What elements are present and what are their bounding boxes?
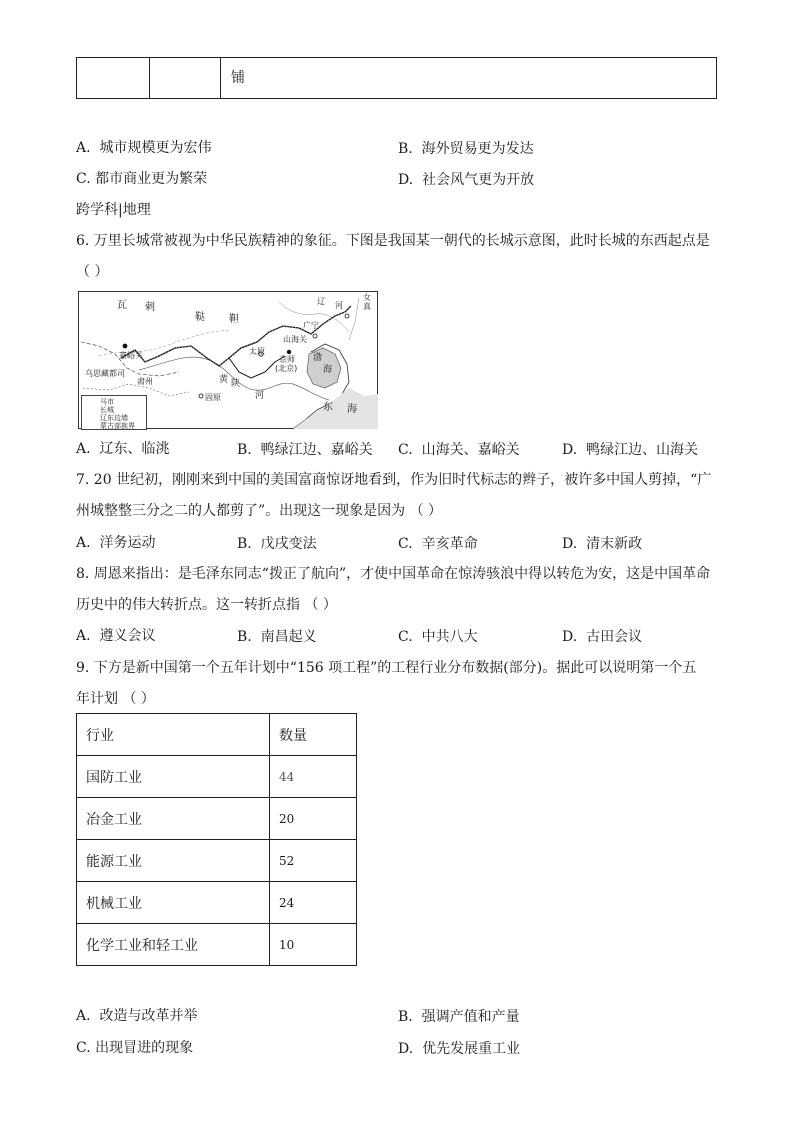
table-cell: 冶金工业: [77, 798, 270, 840]
q6-option-a: A. 辽东、临洮: [76, 441, 170, 457]
map-label: 山海关: [283, 335, 307, 344]
top-table-fragment: [76, 57, 717, 99]
section-tag: 跨学科|地理: [76, 202, 151, 218]
q7-option-c: C. 辛亥革命: [398, 536, 478, 552]
q8-stem-line2: 历史中的伟大转折点。这一转折点指 （ ）: [76, 597, 337, 613]
legend-item: 辽东边墙: [100, 414, 128, 422]
q8-option-a: A. 遵义会议: [76, 628, 156, 644]
table-cell: [77, 58, 150, 98]
table-cell: 能源工业: [77, 840, 270, 882]
table-cell: 52: [270, 840, 357, 882]
q8-option-d: D. 古田会议: [562, 629, 643, 645]
table-header-cell: 数量: [270, 714, 357, 756]
table-header-row: [77, 714, 357, 756]
q7-option-d: D. 清末新政: [562, 536, 643, 552]
map-label: 广宁: [303, 321, 319, 330]
map-label: 真: [363, 302, 371, 311]
table-header-cell: 行业: [77, 714, 270, 756]
table-cell: 20: [270, 798, 357, 840]
map-label: 东: [323, 402, 333, 413]
table-row: [77, 756, 357, 798]
q8-stem-line1: 8. 周恩来指出：是毛泽东同志“拨正了航向”，才使中国革命在惊涛骇浪中得以转危为安，这是中国革命: [76, 566, 711, 582]
q9-stem-line2: 年计划 （ ）: [76, 691, 155, 707]
q8-option-b: B. 南昌起义: [237, 629, 317, 645]
table-cell: 机械工业: [77, 882, 270, 924]
q7-option-b: B. 戊戌变法: [237, 536, 317, 552]
map-label: 辽: [317, 297, 325, 306]
q5-option-d: D. 社会风气更为开放: [398, 172, 535, 188]
map-label: 海: [323, 365, 333, 375]
map-label: 黄: [219, 375, 229, 385]
q5-option-b: B. 海外贸易更为发达: [398, 141, 534, 157]
legend-item: 蒙古部族界: [100, 422, 135, 430]
map-label: 鞑: [195, 312, 205, 323]
q9-option-b: B. 强调产值和产量: [398, 1009, 520, 1025]
map-label: 京师: [279, 355, 295, 364]
table-cell: [150, 58, 221, 98]
table-row: [77, 882, 357, 924]
map-label: 河: [255, 391, 265, 401]
map-label: 陕: [231, 379, 241, 389]
map-label: 瓦: [117, 300, 127, 311]
q8-option-c: C. 中共八大: [398, 629, 478, 645]
map-label: 剌: [145, 302, 155, 313]
industry-table: [76, 713, 357, 966]
q9-option-a: A. 改造与改革并举: [76, 1008, 198, 1024]
table-cell: 化学工业和轻工业: [77, 924, 270, 966]
table-cell: 24: [270, 882, 357, 924]
map-legend: [81, 395, 147, 430]
map-label: (北京): [275, 364, 298, 373]
q6-option-b: B. 鸭绿江边、嘉峪关: [237, 442, 373, 458]
q5-option-c: C. 都市商业更为繁荣: [76, 171, 208, 187]
map-label: 女: [363, 293, 371, 302]
table-cell: 国防工业: [77, 756, 270, 798]
map-label: 乌思藏都司: [85, 369, 125, 378]
table-cell: 44: [270, 756, 357, 798]
q6-stem-line2: （ ）: [76, 264, 109, 280]
map-label: 肃州: [137, 377, 153, 386]
table-row: [77, 924, 357, 966]
legend-item: 马市: [100, 398, 114, 406]
q6-option-d: D. 鸭绿江边、山海关: [562, 442, 699, 458]
q7-stem-line2: 州城整整三分之二的人都剪了”。出现这一现象是因为 （ ）: [76, 503, 443, 519]
map-label: 渤: [313, 353, 323, 363]
q9-option-c: C. 出现冒进的现象: [76, 1040, 194, 1056]
q9-stem-line1: 9. 下方是新中国第一个五年计划中“156 项工程”的工程行业分布数据(部分)。据此可以说明第一个五: [76, 660, 697, 676]
map-label: 嘉峪关: [119, 351, 143, 360]
legend-item: 长城: [100, 406, 114, 414]
map-label: 河: [335, 301, 343, 310]
q5-option-a: A. 城市规模更为宏伟: [76, 140, 212, 156]
map-label: 固原: [205, 393, 221, 402]
map-label: 靼: [229, 314, 239, 325]
map-label: 海: [347, 404, 357, 415]
map-label: 太原: [249, 347, 265, 356]
table-cell: 铺: [231, 70, 245, 86]
great-wall-map: [78, 291, 378, 429]
q7-option-a: A. 洋务运动: [76, 535, 156, 551]
q6-stem-line1: 6. 万里长城常被视为中华民族精神的象征。下图是我国某一朝代的长城示意图，此时长城的东西起点是: [76, 233, 710, 249]
q7-stem-line1: 7. 20 世纪初，刚刚来到中国的美国富商惊讶地看到，作为旧时代标志的辫子，被许多中国人剪掉，“广: [76, 472, 712, 488]
table-cell: 10: [270, 924, 357, 966]
q6-option-c: C. 山海关、嘉峪关: [398, 442, 520, 458]
table-row: [77, 798, 357, 840]
table-row: [77, 840, 357, 882]
q9-option-d: D. 优先发展重工业: [398, 1041, 521, 1057]
